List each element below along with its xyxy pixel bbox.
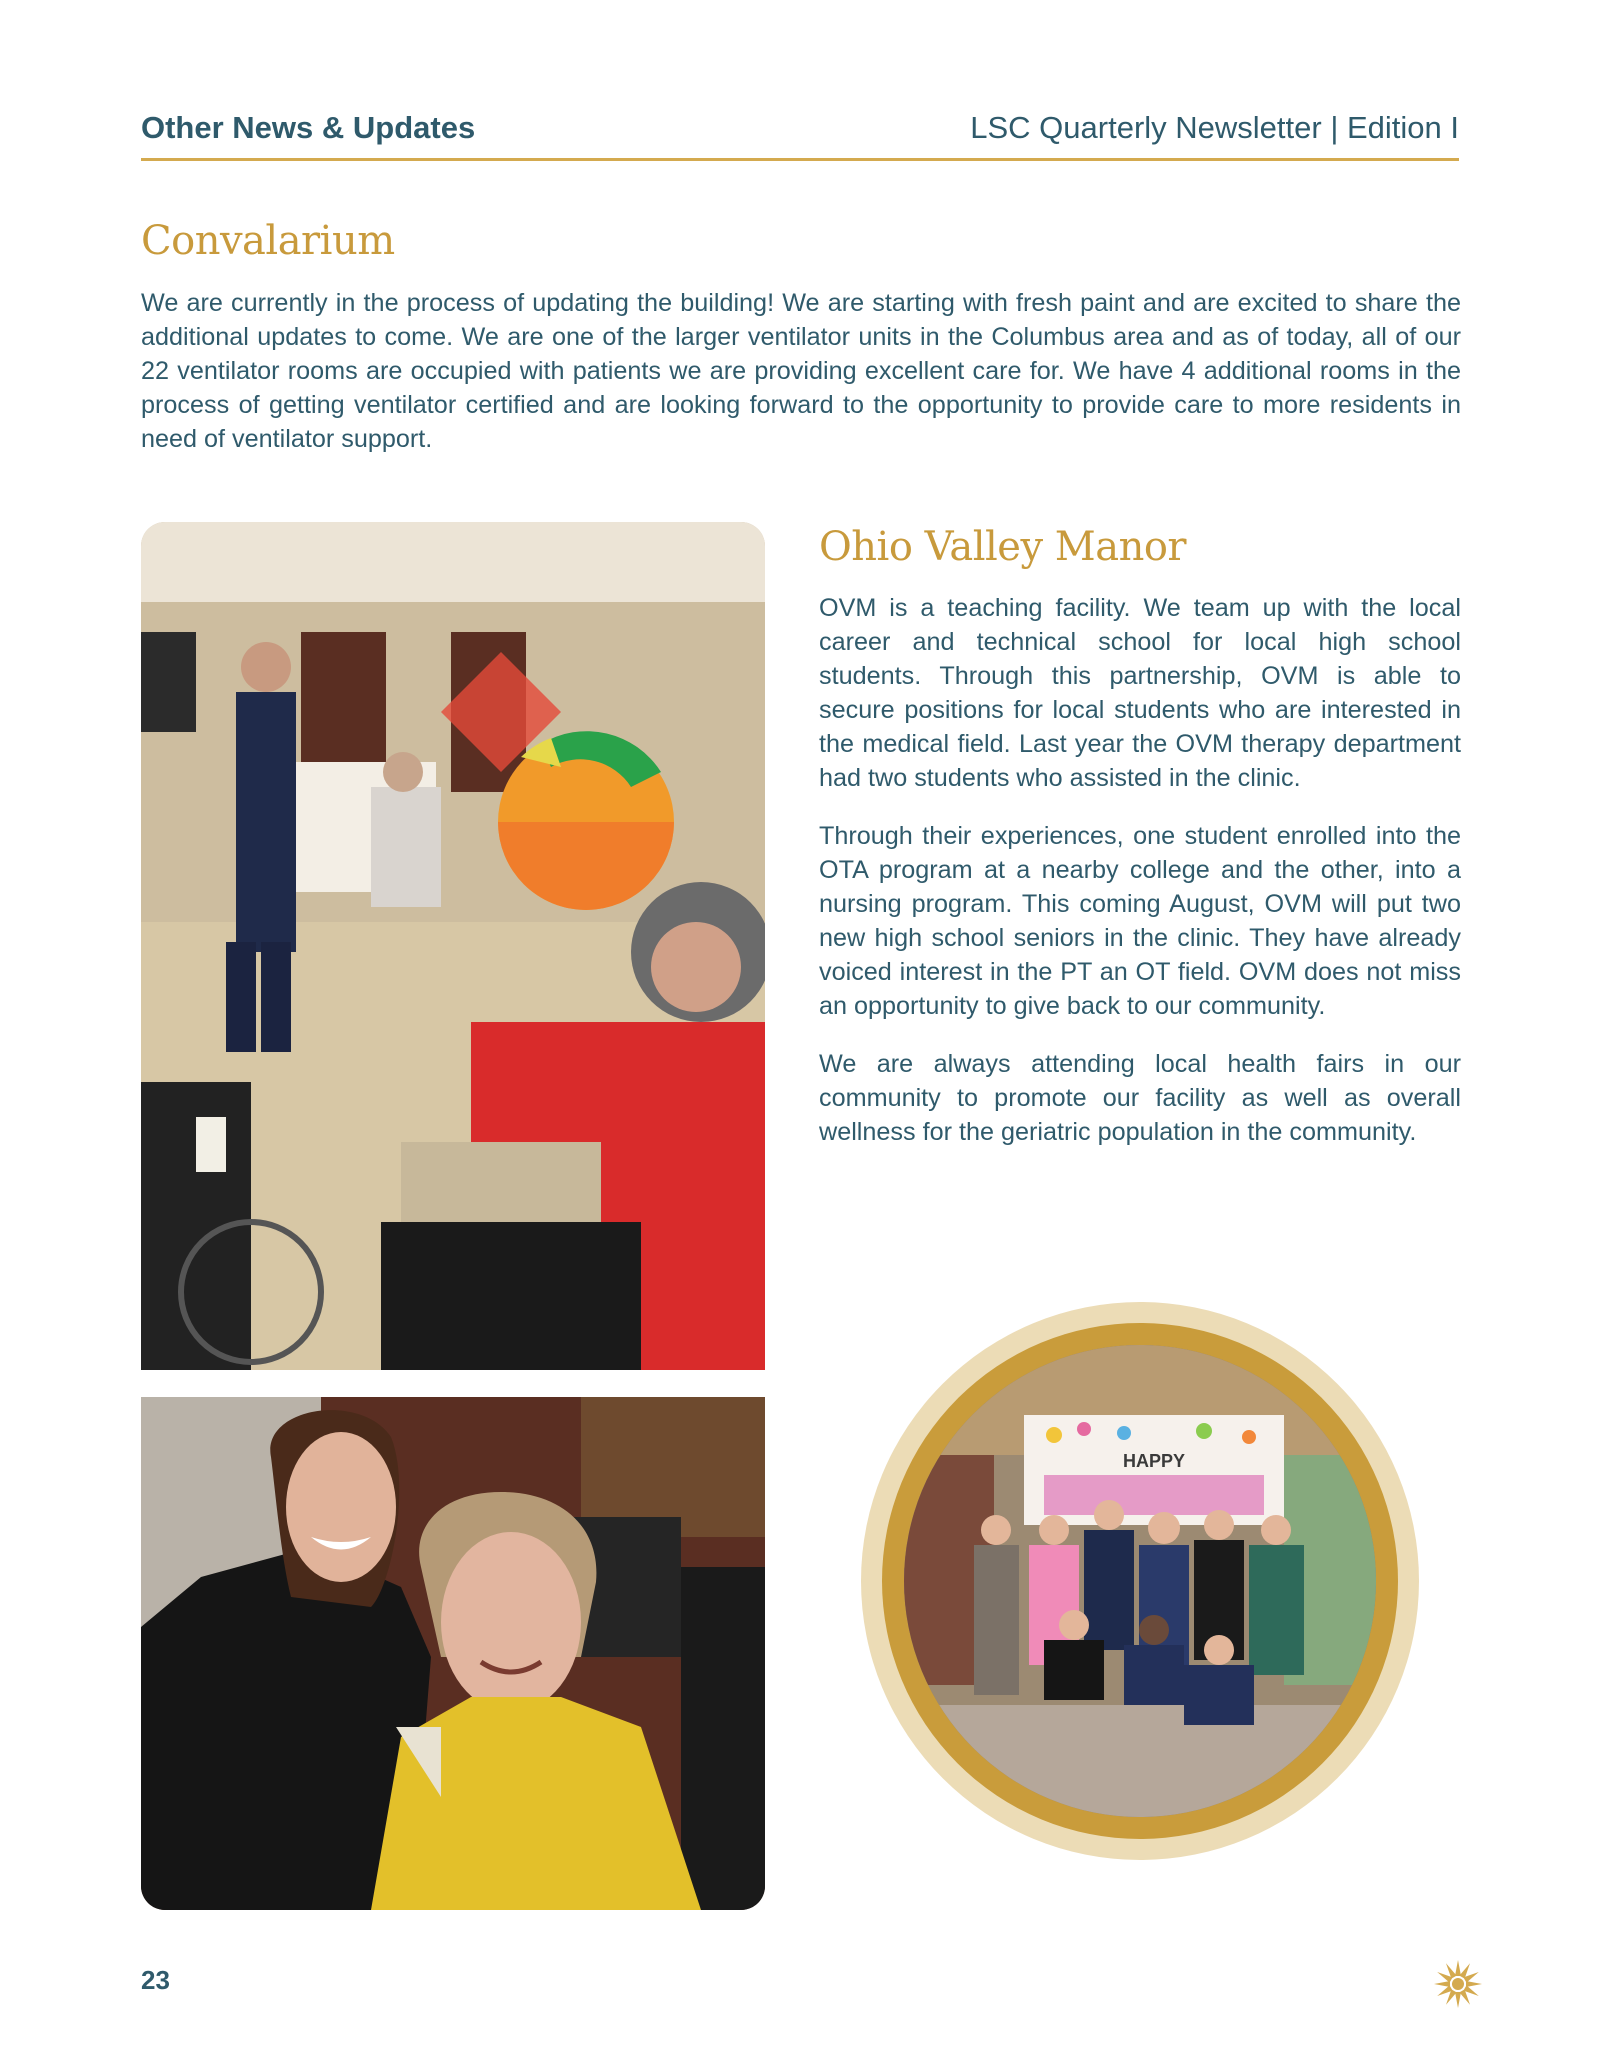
group-photo-illustration [904, 1345, 1376, 1817]
convalarium-body: We are currently in the process of updating the building! We are starting with fresh paint and are excited to share the additional updates to come. We are one of the larger ventilator units in the Columbus area and as of today, all of our 22 ventilator rooms are occupied with patients we are providing excellent care for. We have 4 additional rooms in the process of getting ventilator certified and are looking forward to the opportunity to provide care to more residents in need of ventilator support. [141, 289, 1461, 453]
sunburst-logo-icon [1432, 1958, 1484, 2010]
ovm-paragraph-1: OVM is a teaching facility. We team up with the local career and technical school for local high school students. Through this partnership, OVM is able to secure positions for local students who are interested in the medical field. Last year the OVM therapy department had two students who assisted in the clinic. [819, 594, 1461, 792]
beach-ball-photo-illustration [141, 522, 765, 1370]
banner-happy-text: HAPPY [1122, 1451, 1186, 1471]
ovm-body [819, 591, 1461, 1173]
convalarium-title: Convalarium [141, 218, 395, 264]
header-publication-title: LSC Quarterly Newsletter | Edition I [970, 110, 1459, 145]
photo-student-and-resident [141, 1397, 765, 1910]
photo-staff-group [904, 1345, 1376, 1817]
header-section-label: Other News & Updates [141, 110, 476, 145]
smiling-photo-illustration [141, 1397, 765, 1910]
header-divider [141, 158, 1459, 161]
photo-beach-ball-activity [141, 522, 765, 1370]
ovm-paragraph-3: We are always attending local health fairs in our community to promote our facility as well as overall wellness for the geriatric population in the community. [819, 1050, 1461, 1146]
page-number: 23 [141, 1965, 170, 1995]
ovm-title: Ohio Valley Manor [819, 524, 1187, 570]
ovm-paragraph-2: Through their experiences, one student enrolled into the OTA program at a nearby college and the other, into a nursing program. This coming August, OVM will put two new high school seniors in the clinic. They have already voiced interest in the PT an OT field. OVM does not miss an opportunity to give back to our community. [819, 822, 1461, 1020]
